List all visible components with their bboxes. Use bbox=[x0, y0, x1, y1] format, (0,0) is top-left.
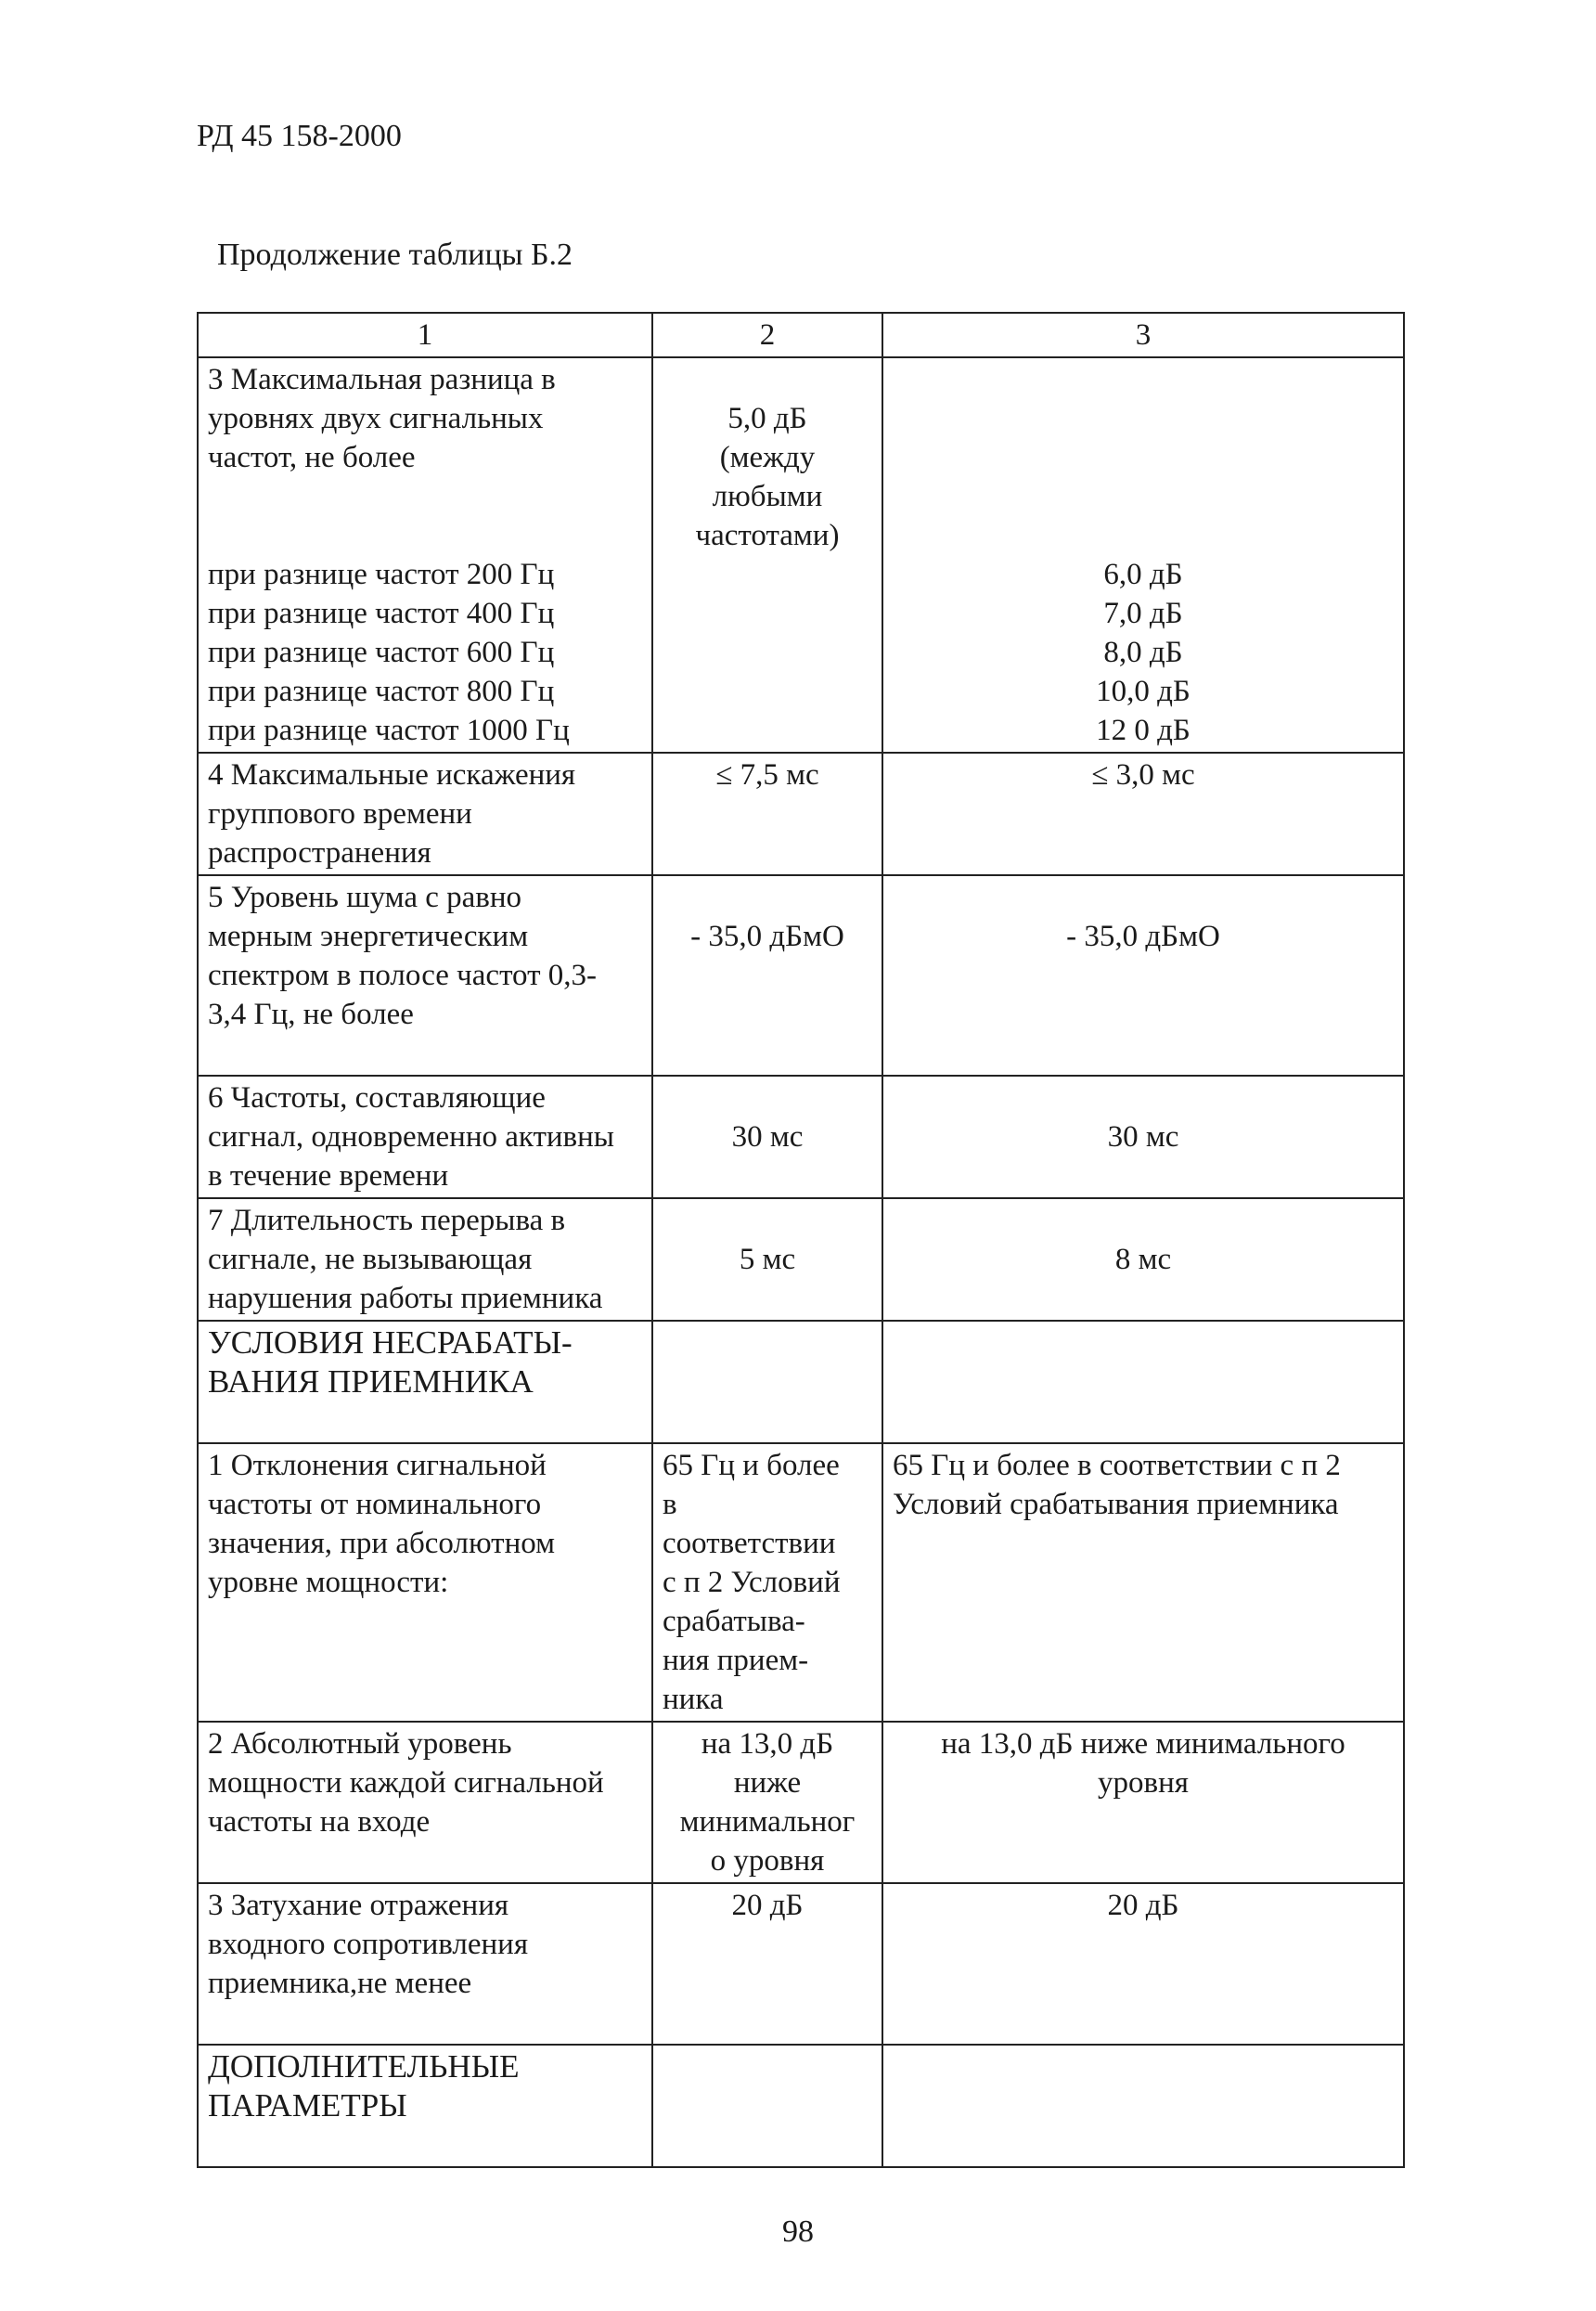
param-cell: 3 Максимальная разница в уровнях двух сигнальных частот, не более при разнице частот 200 Гц при разнице частот 400 Гц при разнице частот 600 Гц при разнице частот 800 Гц при разнице частот 1000 Гц bbox=[198, 357, 652, 753]
value-cell-col2: 5,0 дБ (между любыми частотами) bbox=[652, 357, 882, 753]
table-row bbox=[198, 1443, 1404, 1722]
table-row bbox=[198, 1883, 1404, 2045]
parameters-table bbox=[197, 312, 1405, 2168]
value-cell-col2: на 13,0 дБ ниже минимальног о уровня bbox=[652, 1722, 882, 1883]
header-row bbox=[198, 313, 1404, 357]
page-number: 98 bbox=[782, 2214, 814, 2249]
table-row bbox=[198, 357, 1404, 753]
value-cell-col3: 8 мс bbox=[882, 1198, 1404, 1321]
value-cell-col3: 30 мс bbox=[882, 1076, 1404, 1198]
value-cell-col2: 30 мс bbox=[652, 1076, 882, 1198]
value-cell-col3: 65 Гц и более в соответствии с п 2 Условий срабатывания приемника bbox=[882, 1443, 1404, 1722]
table-row bbox=[198, 1076, 1404, 1198]
value-cell-col3: 6,0 дБ 7,0 дБ 8,0 дБ 10,0 дБ 12 0 дБ bbox=[882, 357, 1404, 753]
header-col-3: 3 bbox=[882, 313, 1404, 357]
value-cell-col3: ≤ 3,0 мс bbox=[882, 753, 1404, 875]
section-heading: УСЛОВИЯ НЕСРАБАТЫ- ВАНИЯ ПРИЕМНИКА bbox=[198, 1321, 652, 1443]
section-heading: ДОПОЛНИТЕЛЬНЫЕ ПАРАМЕТРЫ bbox=[198, 2045, 652, 2167]
value-cell-col3: на 13,0 дБ ниже минимального уровня bbox=[882, 1722, 1404, 1883]
value-cell-col2: - 35,0 дБмО bbox=[652, 875, 882, 1076]
header-col-1: 1 bbox=[198, 313, 652, 357]
table-row bbox=[198, 753, 1404, 875]
value-cell-col2: 65 Гц и более в соответствии с п 2 Условий срабатыва- ния прием- ника bbox=[652, 1443, 882, 1722]
section-row bbox=[198, 2045, 1404, 2167]
section-row bbox=[198, 1321, 1404, 1443]
header-col-2: 2 bbox=[652, 313, 882, 357]
param-cell: 3 Затухание отражения входного сопротивления приемника,не менее bbox=[198, 1883, 652, 2045]
value-cell-col2: ≤ 7,5 мс bbox=[652, 753, 882, 875]
table-caption: Продолжение таблицы Б.2 bbox=[217, 238, 573, 272]
value-cell-col2: 20 дБ bbox=[652, 1883, 882, 2045]
document-code: РД 45 158-2000 bbox=[197, 119, 402, 153]
table-row bbox=[198, 875, 1404, 1076]
param-cell: 6 Частоты, составляющие сигнал, одновременно активны в течение времени bbox=[198, 1076, 652, 1198]
param-cell: 7 Длительность перерыва в сигнале, не вызывающая нарушения работы приемника bbox=[198, 1198, 652, 1321]
value-cell-col3: 20 дБ bbox=[882, 1883, 1404, 2045]
param-cell: 4 Максимальные искажения группового времени распространения bbox=[198, 753, 652, 875]
param-cell: 1 Отклонения сигнальной частоты от номинального значения, при абсолютном уровне мощности: bbox=[198, 1443, 652, 1722]
param-cell: 2 Абсолютный уровень мощности каждой сигнальной частоты на входе bbox=[198, 1722, 652, 1883]
table-row bbox=[198, 1722, 1404, 1883]
param-cell: 5 Уровень шума с равно мерным энергетическим спектром в полосе частот 0,3- 3,4 Гц, не более bbox=[198, 875, 652, 1076]
table-row bbox=[198, 1198, 1404, 1321]
value-cell-col2: 5 мс bbox=[652, 1198, 882, 1321]
value-cell-col3: - 35,0 дБмО bbox=[882, 875, 1404, 1076]
